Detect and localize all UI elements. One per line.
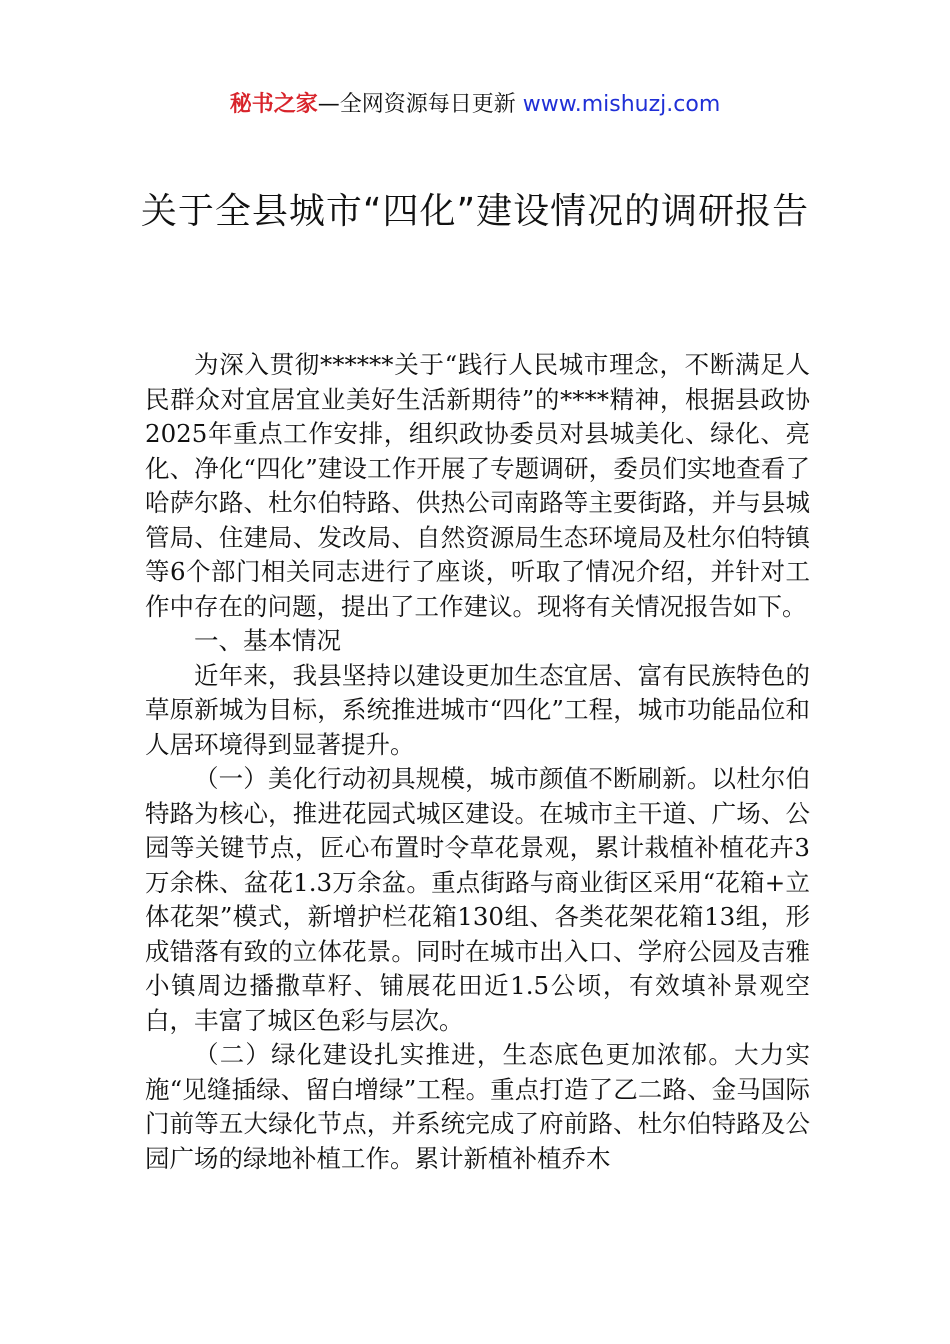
site-header <box>0 88 950 122</box>
paragraph-greening: （二）绿化建设扎实推进，生态底色更加浓郁。大力实施“见缝插绿、留白增绿”工程。重点打造了乙二路、金马国际门前等五大绿化节点，并系统完成了府前路、杜尔伯特路及公园广场的绿地补植工作。累计新植补植乔木 <box>145 1040 810 1173</box>
brand-name: 秘书之家 <box>229 92 318 117</box>
paragraph-overview: 近年来，我县坚持以建设更加生态宜居、富有民族特色的草原新城为目标，系统推进城市“四化”工程，城市功能品位和人居环境得到显著提升。 <box>145 660 810 759</box>
section-heading: 一、基本情况 <box>194 626 341 655</box>
header-tagline: —全网资源每日更新 <box>317 92 516 117</box>
document-title: 关于全县城市“四化”建设情况的调研报告 <box>140 191 810 232</box>
site-url-link[interactable]: www.mishuzj.com <box>522 92 721 117</box>
document-body <box>145 348 810 1176</box>
paragraph-intro: 为深入贯彻******关于“践行人民城市理念，不断满足人民群众对宜居宜业美好生活新期待”的****精神，根据县政协2025年重点工作安排，组织政协委员对县城美化、绿化、亮化、净化“四化”建设工作开展了专题调研，委员们实地查看了哈萨尔路、杜尔伯特路、供热公司南路等主要街路，并与县城管局、住建局、发改局、自然资源局生态环境局及杜尔伯特镇等6个部门相关同志进行了座谈，听取了情况介绍，并针对工作中存在的问题，提出了工作建议。现将有关情况报告如下。 <box>145 350 810 621</box>
paragraph-beautification: （一）美化行动初具规模，城市颜值不断刷新。以杜尔伯特路为核心，推进花园式城区建设。在城市主干道、广场、公园等关键节点，匠心布置时令草花景观，累计栽植补植花卉3万余株、盆花1.3万余盆。重点街路与商业街区采用“花箱+立体花架”模式，新增护栏花箱130组、各类花架花箱13组，形成错落有致的立体花景。同时在城市出入口、学府公园及吉雅小镇周边播撒草籽、铺展花田近1.5公顷，有效填补景观空白，丰富了城区色彩与层次。 <box>145 764 810 1035</box>
